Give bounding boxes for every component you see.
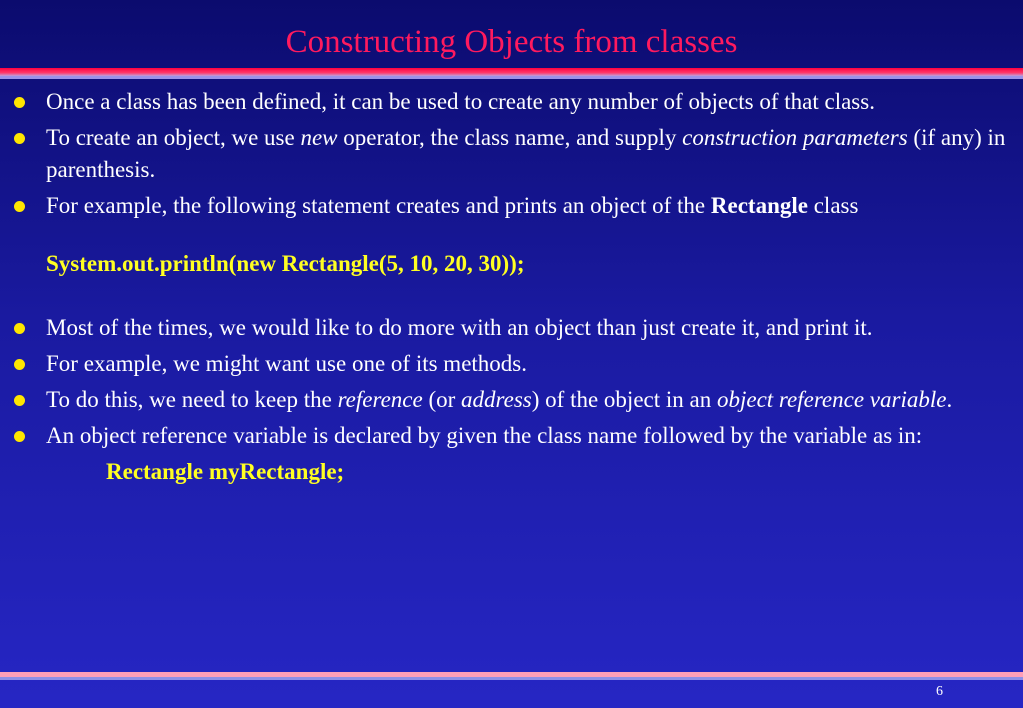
slide-content xyxy=(14,86,1010,488)
bullet-dot-icon xyxy=(14,395,25,406)
bullet-item xyxy=(14,190,1010,222)
class-name-rectangle: Rectangle xyxy=(710,193,808,218)
bullet-item xyxy=(14,122,1010,186)
bullet-text: operator, the class name, and supply xyxy=(337,125,683,150)
page-number: 6 xyxy=(936,684,943,699)
keyword-new: new xyxy=(300,125,338,150)
bullet-dot-icon xyxy=(14,201,25,212)
bullet-dot-icon xyxy=(14,431,25,442)
bullet-item xyxy=(14,86,1010,118)
term-address: address xyxy=(461,387,532,412)
bullet-item xyxy=(14,312,1010,344)
bullet-text: (or xyxy=(422,387,462,412)
bullet-text: For example, the following statement creates and prints an object of the xyxy=(46,193,711,218)
code-declaration: Rectangle myRectangle; xyxy=(106,459,345,484)
term-object-reference-variable: object reference variable xyxy=(716,387,947,412)
bullet-text: For example, we might want use one of its methods. xyxy=(46,351,528,376)
bullet-text: . xyxy=(946,387,953,412)
bullet-text: To do this, we need to keep the xyxy=(46,387,338,412)
bullet-text: Once a class has been defined, it can be used to create any number of objects of that class. xyxy=(46,89,875,114)
bullet-text: class xyxy=(807,193,859,218)
bullet-text: An object reference variable is declared by given the class name followed by the variable as in: xyxy=(46,423,923,448)
footer-divider xyxy=(0,672,1023,677)
term-construction-parameters: construction parameters xyxy=(682,125,908,150)
bullet-dot-icon xyxy=(14,323,25,334)
term-reference: reference xyxy=(337,387,423,412)
bullet-item xyxy=(14,384,1010,416)
slide-title: Constructing Objects from classes xyxy=(285,24,738,60)
bullet-text: (if any) in parenthesis. xyxy=(46,125,1006,182)
title-divider xyxy=(0,68,1023,76)
bullet-text: To create an object, we use xyxy=(46,125,301,150)
bullet-dot-icon xyxy=(14,97,25,108)
bullet-dot-icon xyxy=(14,359,25,370)
bullet-item xyxy=(14,420,1010,452)
bullet-text: Most of the times, we would like to do more with an object than just create it, and print it. xyxy=(46,315,873,340)
bullet-text: ) of the object in an xyxy=(531,387,717,412)
bullet-item xyxy=(14,348,1010,380)
code-statement: System.out.println(new Rectangle(5, 10, 20, 30)); xyxy=(46,251,525,276)
bullet-dot-icon xyxy=(14,133,25,144)
